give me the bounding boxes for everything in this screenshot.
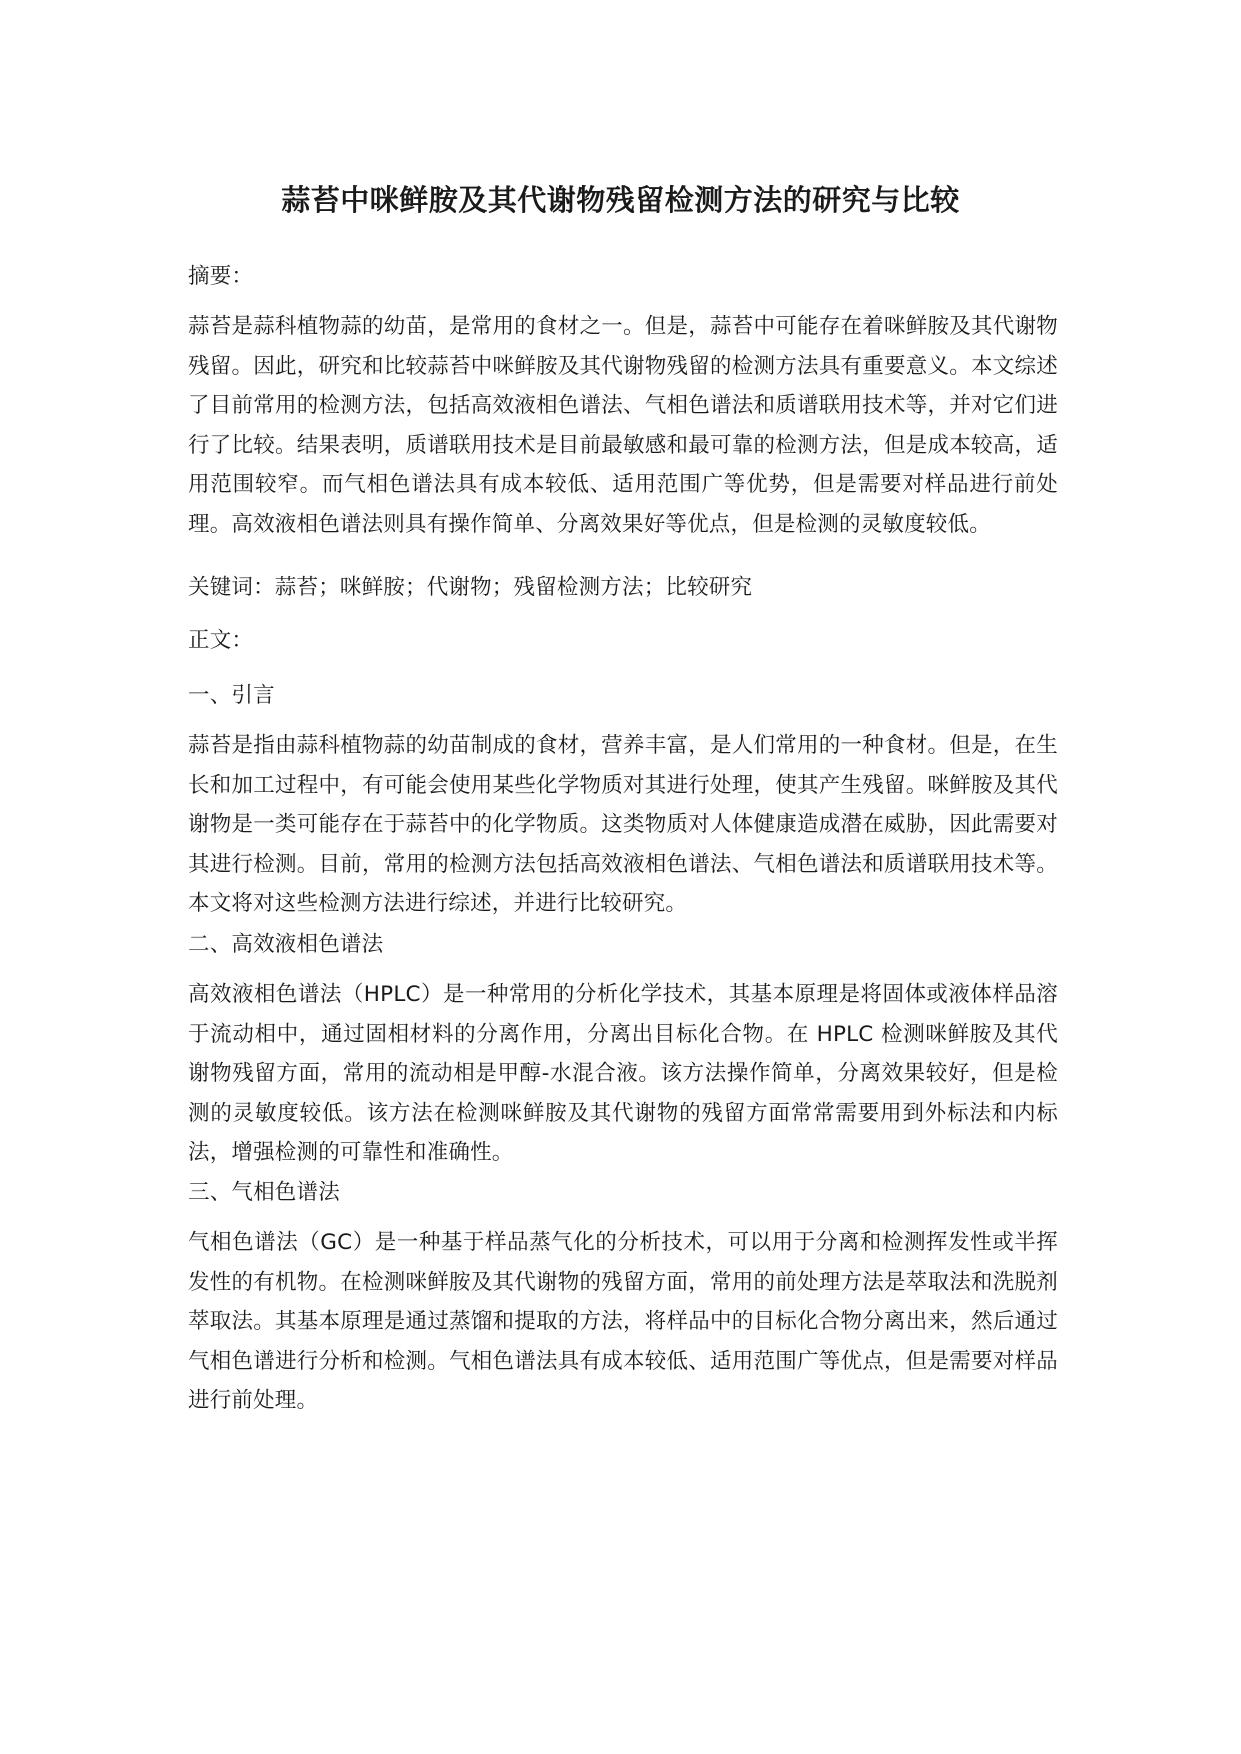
section-paragraph-introduction: 蒜苔是指由蒜科植物蒜的幼苗制成的食材，营养丰富，是人们常用的一种食材。但是，在生长和加工过程中，有可能会使用某些化学物质对其进行处理，使其产生残留。咪鲜胺及其代谢物是一类可能存在于蒜苔中的化学物质。这类物质对人体健康造成潜在威胁，因此需要对其进行检测。目前，常用的检测方法包括高效液相色谱法、气相色谱法和质谱联用技术等。本文将对这些检测方法进行综述，并进行比较研究。 <box>188 733 1058 916</box>
section-paragraph-gc: 气相色谱法（GC）是一种基于样品蒸气化的分析技术，可以用于分离和检测挥发性或半挥发性的有机物。在检测咪鲜胺及其代谢物的残留方面，常用的前处理方法是萃取法和洗脱剂萃取法。其基本原理是通过蒸馏和提取的方法，将样品中的目标化合物分离出来，然后通过气相色谱进行分析和检测。气相色谱法具有成本较低、适用范围广等优点，但是需要对样品进行前处理。 <box>188 1230 1058 1413</box>
abstract-label: 摘要： <box>188 264 254 289</box>
keywords-line: 关键词：蒜苔；咪鲜胺；代谢物；残留检测方法；比较研究 <box>188 575 753 600</box>
body-label: 正文： <box>188 628 254 653</box>
document-title: 蒜苔中咪鲜胺及其代谢物残留检测方法的研究与比较 <box>281 183 960 217</box>
section-heading-hplc: 二、高效液相色谱法 <box>188 932 384 957</box>
section-paragraph-hplc: 高效液相色谱法（HPLC）是一种常用的分析化学技术，其基本原理是将固体或液体样品溶于流动相中，通过固相材料的分离作用，分离出目标化合物。在 HPLC 检测咪鲜胺及其代谢物残留方面，常用的流动相是甲醇-水混合液。该方法操作简单，分离效果较好，但是检测的灵敏度较低。该方法在检测咪鲜胺及其代谢物的残留方面常常需要用到外标法和内标法，增强检测的可靠性和准确性。 <box>188 982 1058 1165</box>
section-heading-gc: 三、气相色谱法 <box>188 1180 340 1205</box>
section-heading-introduction: 一、引言 <box>188 683 275 708</box>
abstract-paragraph: 蒜苔是蒜科植物蒜的幼苗，是常用的食材之一。但是，蒜苔中可能存在着咪鲜胺及其代谢物残留。因此，研究和比较蒜苔中咪鲜胺及其代谢物残留的检测方法具有重要意义。本文综述了目前常用的检测方法，包括高效液相色谱法、气相色谱法和质谱联用技术等，并对它们进行了比较。结果表明，质谱联用技术是目前最敏感和最可靠的检测方法，但是成本较高，适用范围较窄。而气相色谱法具有成本较低、适用范围广等优势，但是需要对样品进行前处理。高效液相色谱法则具有操作简单、分离效果好等优点，但是检测的灵敏度较低。 <box>188 314 1058 537</box>
